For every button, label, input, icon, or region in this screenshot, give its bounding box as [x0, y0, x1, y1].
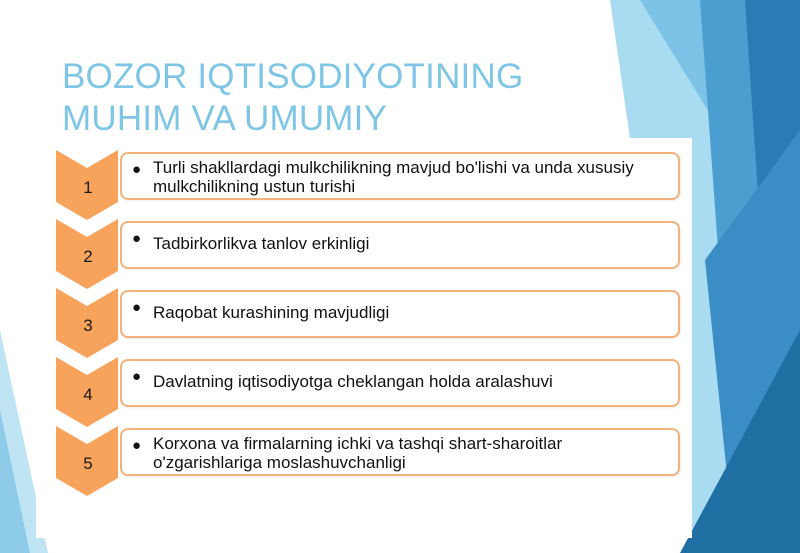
slide-title-line-1: BOZOR IQTISODIYOTINING	[62, 57, 524, 96]
step-item	[0, 219, 800, 289]
slide-title-line-2: MUHIM VA UMUMIY	[62, 99, 388, 138]
step-text: Raqobat kurashining mavjudligi	[153, 303, 390, 322]
step-text: Korxona va firmalarning ichki va tashqi shart-sharoitlar o'zgarishlariga moslashuvchanligi	[153, 434, 563, 472]
step-item	[0, 288, 800, 358]
bullet-icon: ●	[132, 437, 142, 454]
step-item	[0, 426, 800, 496]
step-box	[120, 290, 680, 338]
step-text: Tadbirkorlikva tanlov erkinligi	[153, 234, 370, 253]
step-number: 5	[83, 454, 93, 473]
step-text: Davlatning iqtisodiyotga cheklangan holda aralashuvi	[153, 372, 553, 391]
step-number: 3	[83, 316, 93, 335]
step-item	[0, 150, 800, 220]
step-item	[0, 357, 800, 427]
step-number: 2	[83, 247, 93, 266]
bullet-icon: ●	[132, 230, 142, 247]
step-number: 4	[83, 385, 93, 404]
step-box	[120, 359, 680, 407]
step-box	[120, 221, 680, 269]
bullet-icon: ●	[132, 299, 142, 316]
bullet-icon: ●	[132, 368, 142, 385]
bullet-icon: ●	[132, 161, 142, 178]
step-text: Turli shakllardagi mulkchilikning mavjud bo'lishi va unda xususiy mulkchilikning ustun turishi	[153, 158, 634, 196]
step-box	[120, 152, 680, 200]
step-number: 1	[83, 178, 93, 197]
step-box	[120, 428, 680, 476]
